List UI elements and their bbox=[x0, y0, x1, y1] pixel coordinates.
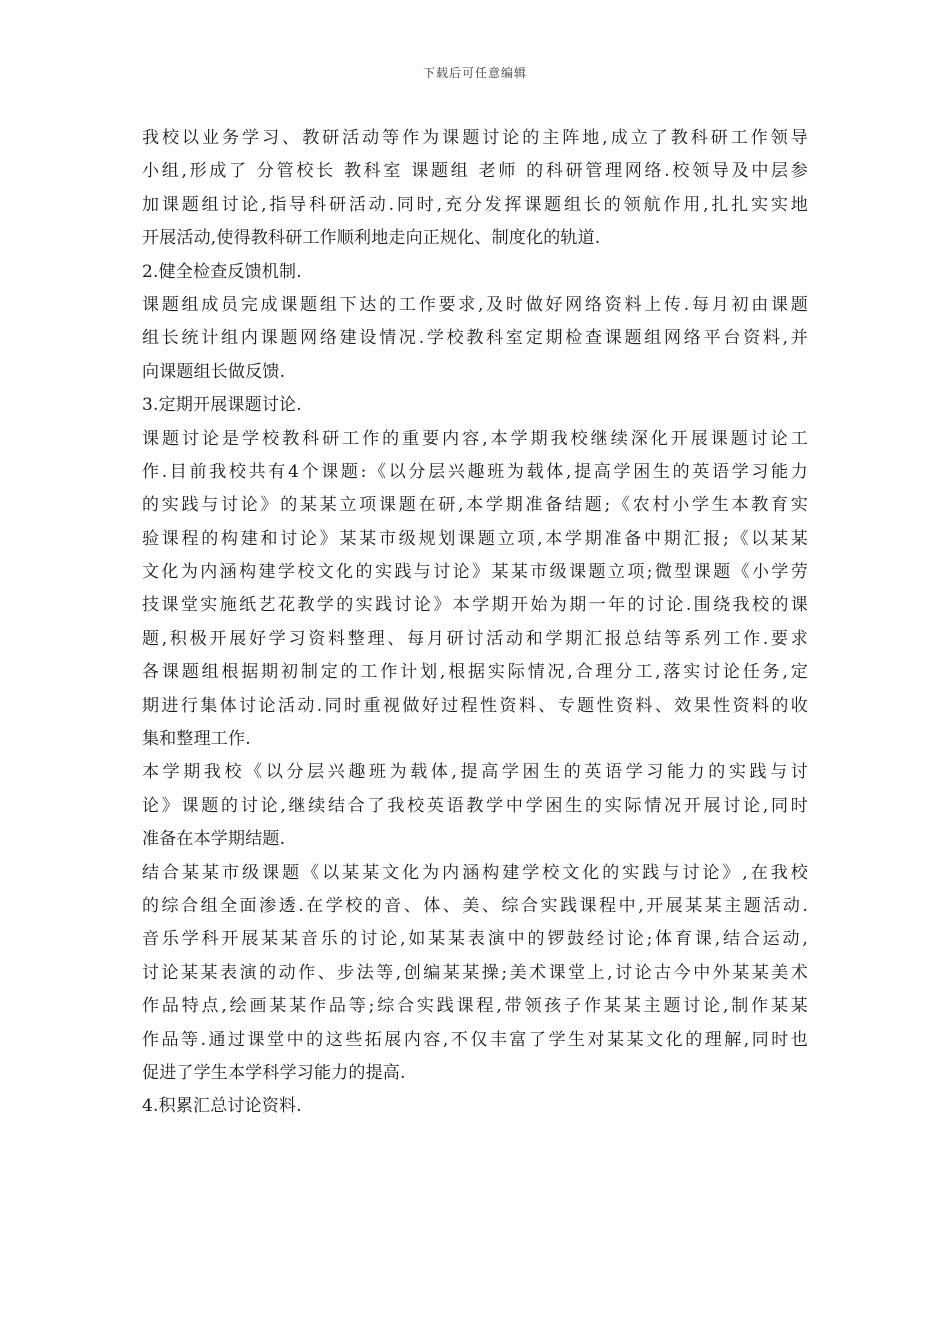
text-line: 我校以业务学习、教研活动等作为课题讨论的主阵地,成立了教科研工作领导 bbox=[142, 128, 808, 148]
text-line: 课题组成员完成课题组下达的工作要求,及时做好网络资料上传.每月初由课题 bbox=[142, 294, 808, 315]
text-line: 技课堂实施纸艺花教学的实践讨论》本学期开始为期一年的讨论.围绕我校的课 bbox=[142, 595, 808, 616]
section-heading: 3.定期开展课题讨论. bbox=[142, 395, 302, 416]
section-heading: 4.积累汇总讨论资料. bbox=[142, 1096, 302, 1117]
text-line: 音乐学科开展某某音乐的讨论,如某某表演中的锣鼓经讨论;体育课,结合运动, bbox=[142, 929, 808, 950]
text-line: 论》课题的讨论,继续结合了我校英语教学中学困生的实际情况开展讨论,同时 bbox=[142, 795, 808, 816]
text-line: 作.目前我校共有4个课题:《以分层兴趣班为载体,提高学困生的英语学习能力 bbox=[142, 461, 808, 482]
text-line: 本学期我校《以分层兴趣班为载体,提高学困生的英语学习能力的实践与讨 bbox=[142, 762, 808, 783]
page-header: 下载后可任意编辑 bbox=[422, 66, 527, 80]
text-line: 题,积极开展好学习资料整理、每月研讨活动和学期汇报总结等系列工作.要求 bbox=[142, 628, 808, 649]
text-line: 的实践与讨论》的某某立项课题在研,本学期准备结题;《农村小学生本教育实 bbox=[142, 495, 808, 516]
section-heading: 2.健全检查反馈机制. bbox=[142, 261, 302, 282]
text-line: 集和整理工作. bbox=[142, 729, 251, 750]
text-line: 作品等.通过课堂中的这些拓展内容,不仅丰富了学生对某某文化的理解,同时也 bbox=[142, 1029, 808, 1050]
text-line: 文化为内涵构建学校文化的实践与讨论》某某市级课题立项;微型课题《小学劳 bbox=[142, 562, 808, 583]
text-line: 验课程的构建和讨论》某某市级规划课题立项,本学期准备中期汇报;《以某某 bbox=[142, 528, 808, 549]
text-line: 向课题组长做反馈. bbox=[142, 361, 286, 382]
text-line: 准备在本学期结题. bbox=[142, 829, 286, 850]
text-line: 开展活动,使得教科研工作顺利地走向正规化、制度化的轨道. bbox=[142, 228, 601, 249]
text-line: 的综合组全面渗透.在学校的音、体、美、综合实践课程中,开展某某主题活动. bbox=[142, 895, 808, 916]
text-line: 各课题组根据期初制定的工作计划,根据实际情况,合理分工,落实讨论任务,定 bbox=[142, 662, 808, 683]
text-line: 期进行集体讨论活动.同时重视做好过程性资料、专题性资料、效果性资料的收 bbox=[142, 695, 808, 716]
text-line: 促进了学生本学科学习能力的提高. bbox=[142, 1062, 406, 1083]
text-line: 加课题组讨论,指导科研活动.同时,充分发挥课题组长的领航作用,扎扎实实地 bbox=[142, 194, 808, 215]
text-line: 组长统计组内课题网络建设情况.学校教科室定期检查课题组网络平台资料,并 bbox=[142, 328, 808, 349]
text-line: 课题讨论是学校教科研工作的重要内容,本学期我校继续深化开展课题讨论工 bbox=[142, 428, 808, 449]
text-line: 讨论某某表演的动作、步法等,创编某某操;美术课堂上,讨论古今中外某某美术 bbox=[142, 962, 808, 983]
text-line: 作品特点,绘画某某作品等;综合实践课程,带领孩子作某某主题讨论,制作某某 bbox=[142, 996, 808, 1017]
text-line: 小组,形成了 分管校长 教科室 课题组 老师 的科研管理网络.校领导及中层参 bbox=[142, 161, 808, 182]
document-body bbox=[142, 122, 808, 1124]
text-line: 结合某某市级课题《以某某文化为内涵构建学校文化的实践与讨论》,在我校 bbox=[142, 862, 808, 883]
